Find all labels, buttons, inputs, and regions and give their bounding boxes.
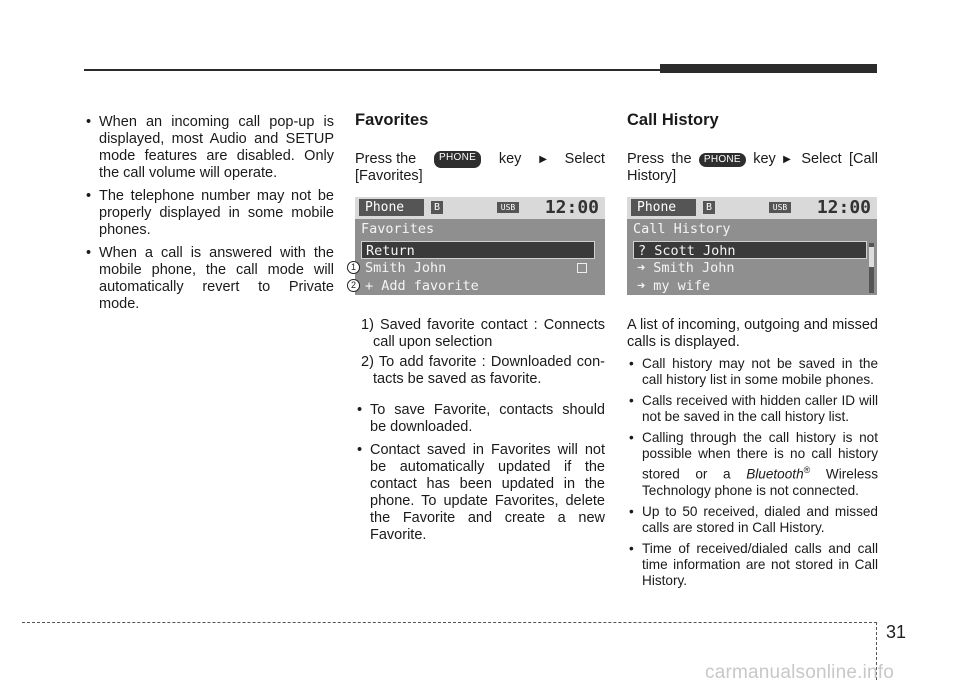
bluetooth-icon: B bbox=[431, 201, 443, 214]
screen-subtitle: Call History bbox=[633, 221, 731, 237]
watermark: carmanualsonline.info bbox=[705, 662, 895, 683]
header-rule bbox=[84, 69, 662, 71]
arrow-right-icon: ▶ bbox=[539, 154, 547, 165]
favorites-section bbox=[350, 110, 605, 550]
screen-row-outgoing: ➜ Smith John bbox=[637, 260, 735, 276]
list-item: • Call history may not be saved in the call history list in some mobile phones. bbox=[627, 356, 878, 388]
screen-row-missed: ? Scott John bbox=[633, 241, 867, 259]
left-bullet-list bbox=[84, 114, 334, 313]
list-item: • Calls received with hidden caller ID will not be saved in the call history list. bbox=[627, 393, 878, 425]
list-item: • When a call is answered with the mobile phone, the call mode will automatically revert to Private mode. bbox=[84, 245, 334, 313]
favorites-screen bbox=[355, 197, 605, 295]
list-item: • The telephone number may not be properly displayed in some mobile phones. bbox=[84, 188, 334, 239]
header-bar bbox=[660, 64, 877, 73]
call-history-bullet-list bbox=[627, 356, 878, 589]
phone-key-badge: PHONE bbox=[699, 153, 746, 167]
screen-tab: Phone bbox=[631, 199, 696, 216]
list-item: 2) To add favorite : Downloaded con- tacts be saved as favorite. bbox=[361, 354, 605, 387]
call-history-heading: Call History bbox=[627, 111, 719, 129]
callout-2: 2 bbox=[347, 279, 360, 292]
call-history-instruction: Press the PHONE key ▶ Select [Call History] bbox=[627, 151, 879, 184]
usb-icon: USB bbox=[769, 202, 791, 213]
favorites-notes bbox=[355, 317, 605, 388]
screen-scrollbar bbox=[869, 243, 874, 293]
callout-1: 1 bbox=[347, 261, 360, 274]
favorites-instruction: Press the PHONE key ▶ Select bbox=[355, 151, 605, 167]
screen-tab: Phone bbox=[359, 199, 424, 216]
phone-key-badge: PHONE bbox=[434, 151, 481, 168]
list-item: • When an incoming call pop-up is displayed, most Audio and SETUP mode features are disabled. Only the call volume will operate. bbox=[84, 114, 334, 182]
favorites-screen-wrap bbox=[350, 197, 605, 295]
screen-subtitle: Favorites bbox=[361, 221, 435, 237]
screen-clock: 12:00 bbox=[544, 197, 599, 218]
screen-row-return: Return bbox=[361, 241, 595, 259]
arrow-right-icon: ▶ bbox=[783, 154, 795, 165]
list-item: 1) Saved favorite contact : Connects call upon selection bbox=[361, 317, 605, 350]
left-column bbox=[84, 114, 334, 319]
call-history-section bbox=[627, 110, 878, 594]
list-item: • Time of received/dialed calls and call time information are not stored in Call History. bbox=[627, 541, 878, 589]
favorites-instruction-cont: [Favorites] bbox=[355, 168, 423, 184]
screen-row-contact: Smith John bbox=[361, 259, 595, 277]
page-number: 31 bbox=[886, 622, 907, 642]
call-history-screen bbox=[627, 197, 877, 295]
screen-row-outgoing-2: ➜ my wife bbox=[637, 278, 711, 294]
call-history-intro: A list of incoming, outgoing and missed calls is displayed. bbox=[627, 317, 878, 350]
list-item: • To save Favorite, contacts should be downloaded. bbox=[355, 402, 605, 436]
list-item: • Calling through the call history is not possible when there is no call history stored or a Bluetooth® Wireless Technology phone is not connected. bbox=[627, 430, 878, 499]
phone-icon bbox=[577, 263, 587, 273]
bluetooth-icon: B bbox=[703, 201, 715, 214]
usb-icon: USB bbox=[497, 202, 519, 213]
screen-clock: 12:00 bbox=[816, 197, 871, 218]
list-item: • Up to 50 received, dialed and missed calls are stored in Call History. bbox=[627, 504, 878, 536]
favorites-heading: Favorites bbox=[355, 111, 429, 129]
favorites-bullet-list bbox=[355, 402, 605, 544]
screen-row-add: + Add favorite bbox=[365, 278, 479, 294]
footer-rule bbox=[22, 622, 877, 623]
list-item: • Contact saved in Favorites will not be automatically updated if the contact has been updated in the phone. To update Favorites, delete the Favorite and create a new Favorite. bbox=[355, 442, 605, 544]
